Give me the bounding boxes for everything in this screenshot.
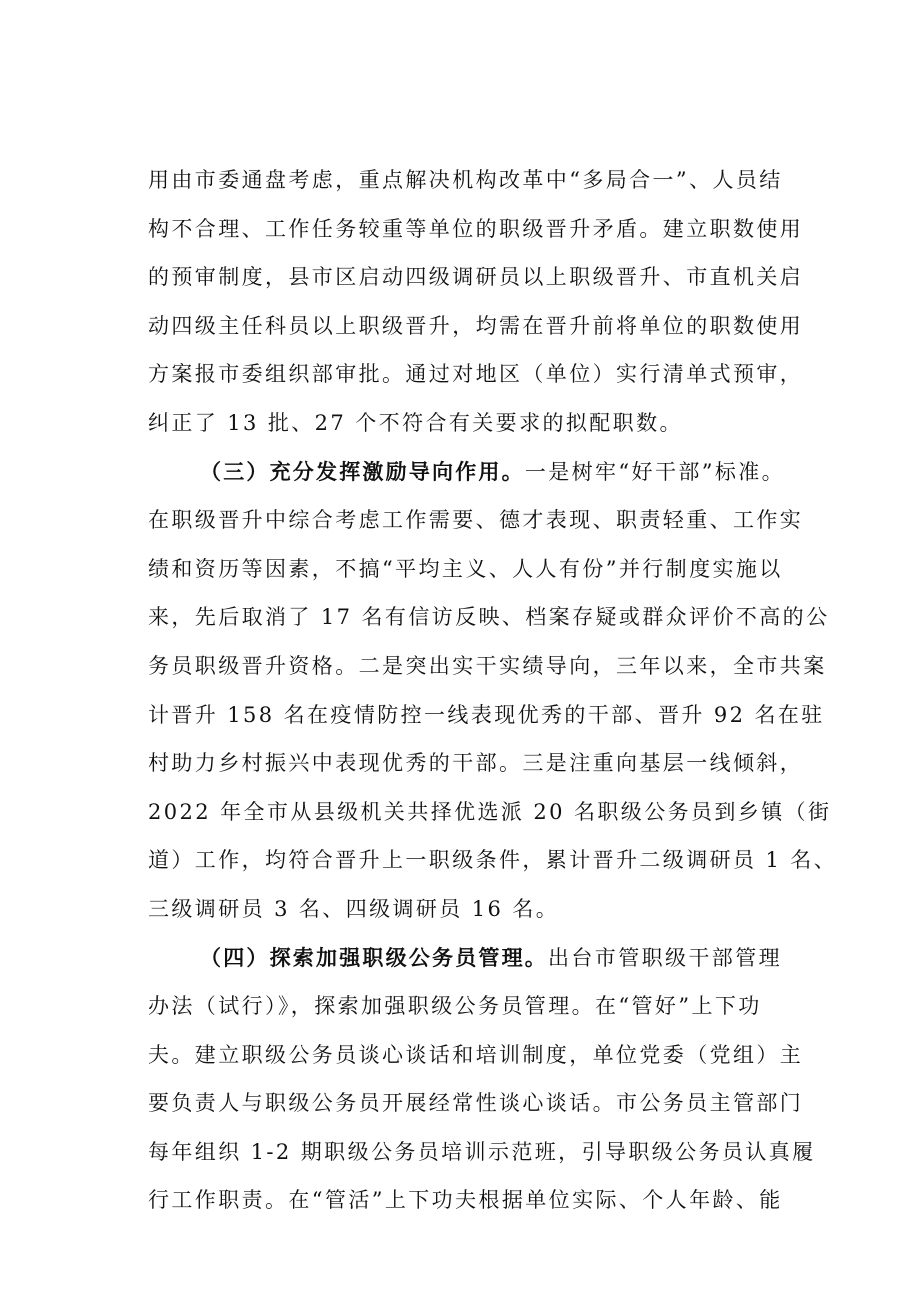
text-line: 三级调研员 3 名、四级调研员 16 名。 (148, 896, 560, 921)
text-line: 计晋升 158 名在疫情防控一线表现优秀的干部、晋升 92 名在驻 (148, 702, 825, 727)
section-heading-4: （四）探索加强职级公务员管理。 (200, 945, 548, 970)
section-heading-3: （三）充分发挥激励导向作用。 (200, 459, 525, 484)
text-line: 绩和资历等因素，不搞“平均主义、人人有份”并行制度实施以 (148, 556, 783, 581)
text-line: 2022 年全市从县级机关共择优选派 20 名职级公务员到乡镇（街 (148, 799, 832, 824)
document-body (148, 156, 838, 1225)
text-line: 在职级晋升中综合考虑工作需要、德才表现、职责轻重、工作实 (148, 508, 804, 533)
text-line: 的预审制度，县市区启动四级调研员以上职级晋升、市直机关启 (148, 265, 804, 290)
section-text: 一是树牢“好干部”标准。 (524, 459, 786, 484)
text-line: 用由市委通盘考虑，重点解决机构改革中“多局合一”、人员结 (148, 168, 783, 192)
text-line: 构不合理、工作任务较重等单位的职级晋升矛盾。建立职数使用 (148, 216, 804, 241)
text-line: 来，先后取消了 17 名有信访反映、档案存疑或群众评价不高的公 (148, 605, 830, 630)
section-first-line (148, 448, 820, 497)
text-line: 纠正了 13 批、27 个不符合有关要求的拟配职数。 (148, 410, 683, 435)
text-line: 务员职级晋升资格。二是突出实干实绩导向，三年以来，全市共案 (148, 653, 827, 678)
text-line: 办法（试行）》，探索加强职级公务员管理。在“管好”上下功 (148, 994, 762, 1019)
text-line: 动四级主任科员以上职级晋升，均需在晋升前将单位的职数使用 (148, 313, 804, 338)
text-line: 行工作职责。在“管活”上下功夫根据单位实际、个人年龄、能 (148, 1188, 783, 1213)
text-line: 每年组织 1-2 期职级公务员培训示范班，引导职级公务员认真履 (148, 1139, 816, 1164)
text-line: 道）工作，均符合晋升上一职级条件，累计晋升二级调研员 1 名、 (148, 848, 838, 873)
section-first-line (148, 934, 820, 983)
text-line: 夫。建立职级公务员谈心谈话和培训制度，单位党委（党组）主 (148, 1042, 804, 1067)
text-line: 方案报市委组织部审批。通过对地区（单位）实行清单式预审， (148, 362, 804, 387)
section-text: 出台市管职级干部管理 (548, 945, 782, 970)
text-line: 要负责人与职级公务员开展经常性谈心谈话。市公务员主管部门 (148, 1091, 804, 1116)
text-line: 村助力乡村振兴中表现优秀的干部。三是注重向基层一线倾斜， (148, 751, 804, 776)
